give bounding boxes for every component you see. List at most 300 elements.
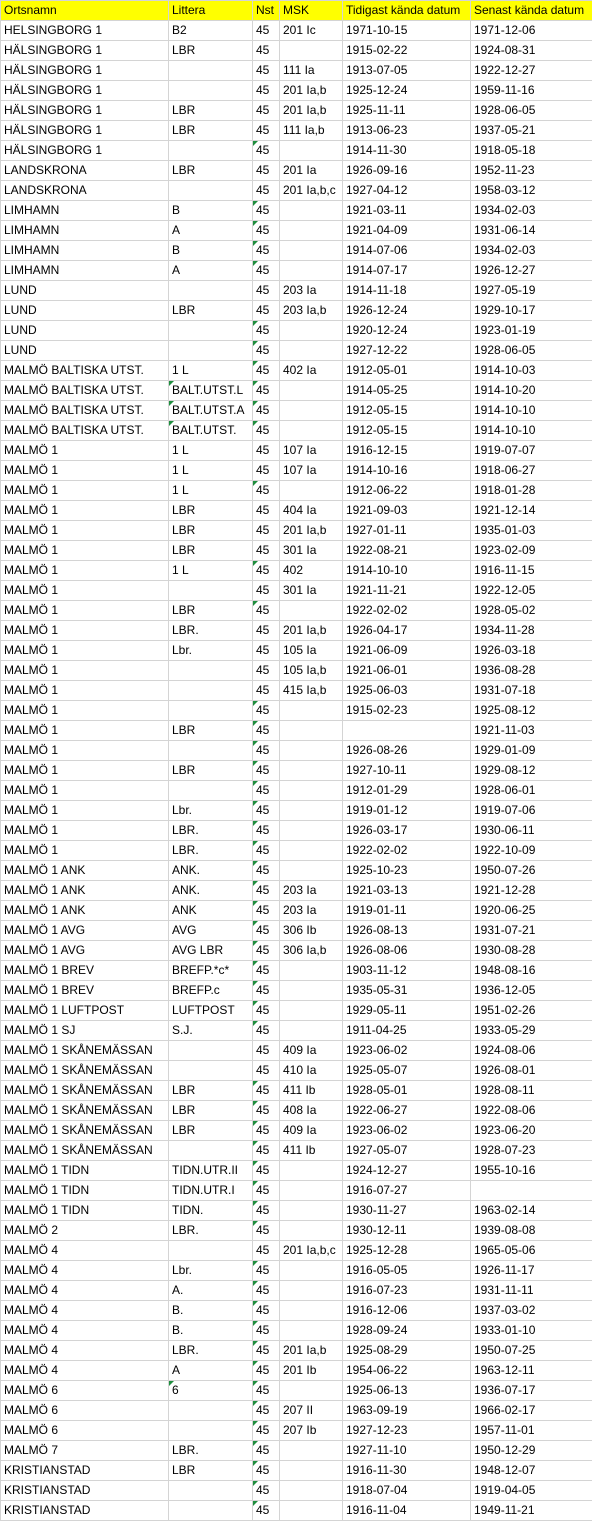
cell-earliest-date[interactable]: 1963-09-19	[343, 1401, 471, 1421]
cell-earliest-date[interactable]: 1927-01-11	[343, 521, 471, 541]
cell-latest-date[interactable]: 1937-05-21	[471, 121, 592, 141]
cell-ortsnamn[interactable]: LUND	[1, 281, 169, 301]
cell-littera[interactable]	[169, 661, 253, 681]
cell-latest-date[interactable]: 1950-12-29	[471, 1441, 592, 1461]
cell-littera[interactable]: BALT.UTST.L	[169, 381, 253, 401]
cell-ortsnamn[interactable]: MALMÖ 1 TIDN	[1, 1201, 169, 1221]
cell-ortsnamn[interactable]: MALMÖ 1	[1, 601, 169, 621]
cell-nst[interactable]: 45	[253, 261, 280, 281]
cell-littera[interactable]	[169, 741, 253, 761]
cell-earliest-date[interactable]: 1914-11-18	[343, 281, 471, 301]
cell-ortsnamn[interactable]: MALMÖ 1 SKÅNEMÄSSAN	[1, 1121, 169, 1141]
cell-msk[interactable]: 201 Ia,b,c	[280, 1241, 343, 1261]
cell-earliest-date[interactable]: 1921-09-03	[343, 501, 471, 521]
cell-ortsnamn[interactable]: LUND	[1, 321, 169, 341]
cell-msk[interactable]: 203 Ia	[280, 281, 343, 301]
cell-littera[interactable]: BALT.UTST.	[169, 421, 253, 441]
cell-ortsnamn[interactable]: MALMÖ 1 AVG	[1, 921, 169, 941]
cell-nst[interactable]: 45	[253, 61, 280, 81]
cell-latest-date[interactable]: 1922-08-06	[471, 1101, 592, 1121]
cell-ortsnamn[interactable]: LIMHAMN	[1, 261, 169, 281]
cell-earliest-date[interactable]: 1925-12-24	[343, 81, 471, 101]
cell-latest-date[interactable]: 1928-08-11	[471, 1081, 592, 1101]
cell-ortsnamn[interactable]: MALMÖ 1	[1, 721, 169, 741]
cell-ortsnamn[interactable]: KRISTIANSTAD	[1, 1461, 169, 1481]
cell-msk[interactable]: 301 Ia	[280, 581, 343, 601]
cell-ortsnamn[interactable]: MALMÖ 1	[1, 561, 169, 581]
cell-latest-date[interactable]: 1959-11-16	[471, 81, 592, 101]
cell-latest-date[interactable]: 1930-06-11	[471, 821, 592, 841]
cell-ortsnamn[interactable]: MALMÖ 4	[1, 1361, 169, 1381]
cell-littera[interactable]	[169, 341, 253, 361]
cell-msk[interactable]	[280, 241, 343, 261]
cell-nst[interactable]: 45	[253, 1081, 280, 1101]
cell-ortsnamn[interactable]: MALMÖ 1	[1, 441, 169, 461]
cell-littera[interactable]: LBR	[169, 41, 253, 61]
cell-earliest-date[interactable]: 1924-12-27	[343, 1161, 471, 1181]
cell-earliest-date[interactable]: 1916-12-15	[343, 441, 471, 461]
cell-earliest-date[interactable]: 1925-05-07	[343, 1061, 471, 1081]
cell-littera[interactable]: 1 L	[169, 481, 253, 501]
cell-msk[interactable]	[280, 1281, 343, 1301]
cell-latest-date[interactable]: 1922-12-27	[471, 61, 592, 81]
cell-littera[interactable]: BREFP.*c*	[169, 961, 253, 981]
cell-nst[interactable]: 45	[253, 281, 280, 301]
cell-nst[interactable]: 45	[253, 1441, 280, 1461]
cell-latest-date[interactable]: 1937-03-02	[471, 1301, 592, 1321]
cell-nst[interactable]: 45	[253, 1481, 280, 1501]
cell-littera[interactable]: LBR.	[169, 1341, 253, 1361]
cell-littera[interactable]	[169, 681, 253, 701]
cell-littera[interactable]: 1 L	[169, 561, 253, 581]
cell-nst[interactable]: 45	[253, 301, 280, 321]
cell-nst[interactable]: 45	[253, 921, 280, 941]
cell-earliest-date[interactable]: 1921-04-09	[343, 221, 471, 241]
cell-ortsnamn[interactable]: HELSINGBORG 1	[1, 21, 169, 41]
cell-nst[interactable]: 45	[253, 1361, 280, 1381]
cell-latest-date[interactable]: 1919-07-06	[471, 801, 592, 821]
cell-nst[interactable]: 45	[253, 1241, 280, 1261]
cell-earliest-date[interactable]: 1930-12-11	[343, 1221, 471, 1241]
cell-earliest-date[interactable]: 1916-07-23	[343, 1281, 471, 1301]
cell-littera[interactable]: LBR	[169, 121, 253, 141]
cell-ortsnamn[interactable]: HÄLSINGBORG 1	[1, 141, 169, 161]
cell-earliest-date[interactable]: 1914-10-10	[343, 561, 471, 581]
cell-msk[interactable]	[280, 1201, 343, 1221]
cell-littera[interactable]: LBR	[169, 601, 253, 621]
cell-ortsnamn[interactable]: KRISTIANSTAD	[1, 1481, 169, 1501]
cell-nst[interactable]: 45	[253, 501, 280, 521]
cell-earliest-date[interactable]: 1927-05-07	[343, 1141, 471, 1161]
cell-latest-date[interactable]: 1919-07-07	[471, 441, 592, 461]
cell-earliest-date[interactable]: 1914-07-17	[343, 261, 471, 281]
cell-littera[interactable]: TIDN.UTR.II	[169, 1161, 253, 1181]
cell-nst[interactable]: 45	[253, 1421, 280, 1441]
cell-littera[interactable]: LBR	[169, 1081, 253, 1101]
cell-msk[interactable]	[280, 341, 343, 361]
cell-earliest-date[interactable]: 1923-06-02	[343, 1121, 471, 1141]
cell-ortsnamn[interactable]: MALMÖ 1 SKÅNEMÄSSAN	[1, 1101, 169, 1121]
cell-ortsnamn[interactable]: MALMÖ 1 SKÅNEMÄSSAN	[1, 1081, 169, 1101]
cell-nst[interactable]: 45	[253, 1461, 280, 1481]
cell-littera[interactable]: LBR.	[169, 821, 253, 841]
cell-littera[interactable]: Lbr.	[169, 1261, 253, 1281]
cell-latest-date[interactable]: 1914-10-10	[471, 421, 592, 441]
cell-ortsnamn[interactable]: MALMÖ 1	[1, 761, 169, 781]
cell-msk[interactable]: 201 Ia,b	[280, 101, 343, 121]
cell-ortsnamn[interactable]: MALMÖ 2	[1, 1221, 169, 1241]
cell-latest-date[interactable]: 1936-07-17	[471, 1381, 592, 1401]
cell-earliest-date[interactable]: 1926-09-16	[343, 161, 471, 181]
cell-littera[interactable]	[169, 321, 253, 341]
cell-ortsnamn[interactable]: LANDSKRONA	[1, 161, 169, 181]
cell-latest-date[interactable]: 1934-02-03	[471, 201, 592, 221]
cell-ortsnamn[interactable]: MALMÖ 1	[1, 461, 169, 481]
cell-nst[interactable]: 45	[253, 781, 280, 801]
cell-littera[interactable]: Lbr.	[169, 641, 253, 661]
cell-msk[interactable]	[280, 1481, 343, 1501]
cell-nst[interactable]: 45	[253, 1001, 280, 1021]
cell-msk[interactable]: 105 Ia	[280, 641, 343, 661]
cell-ortsnamn[interactable]: MALMÖ 1	[1, 781, 169, 801]
cell-latest-date[interactable]: 1957-11-01	[471, 1421, 592, 1441]
cell-earliest-date[interactable]: 1916-07-27	[343, 1181, 471, 1201]
column-header-littera[interactable]: Littera	[169, 1, 253, 21]
cell-latest-date[interactable]: 1914-10-20	[471, 381, 592, 401]
cell-littera[interactable]	[169, 1421, 253, 1441]
cell-latest-date[interactable]: 1950-07-26	[471, 861, 592, 881]
cell-latest-date[interactable]	[471, 1181, 592, 1201]
cell-msk[interactable]: 201 Ib	[280, 1361, 343, 1381]
cell-nst[interactable]: 45	[253, 801, 280, 821]
cell-earliest-date[interactable]: 1920-12-24	[343, 321, 471, 341]
cell-msk[interactable]	[280, 141, 343, 161]
cell-msk[interactable]: 203 Ia	[280, 881, 343, 901]
cell-nst[interactable]: 45	[253, 461, 280, 481]
cell-msk[interactable]	[280, 1321, 343, 1341]
cell-msk[interactable]: 201 Ia	[280, 161, 343, 181]
cell-msk[interactable]: 201 Ic	[280, 21, 343, 41]
cell-earliest-date[interactable]: 1929-05-11	[343, 1001, 471, 1021]
cell-msk[interactable]: 402 Ia	[280, 361, 343, 381]
cell-nst[interactable]: 45	[253, 1121, 280, 1141]
cell-littera[interactable]: A	[169, 1361, 253, 1381]
cell-nst[interactable]: 45	[253, 201, 280, 221]
cell-earliest-date[interactable]: 1926-08-13	[343, 921, 471, 941]
cell-earliest-date[interactable]: 1916-11-04	[343, 1501, 471, 1521]
cell-msk[interactable]	[280, 1461, 343, 1481]
cell-earliest-date[interactable]	[343, 721, 471, 741]
cell-nst[interactable]: 45	[253, 741, 280, 761]
cell-nst[interactable]: 45	[253, 521, 280, 541]
cell-msk[interactable]: 207 Ib	[280, 1421, 343, 1441]
cell-earliest-date[interactable]: 1926-08-06	[343, 941, 471, 961]
cell-msk[interactable]	[280, 601, 343, 621]
cell-ortsnamn[interactable]: MALMÖ 1 SKÅNEMÄSSAN	[1, 1141, 169, 1161]
cell-latest-date[interactable]: 1935-01-03	[471, 521, 592, 541]
cell-latest-date[interactable]: 1928-06-01	[471, 781, 592, 801]
cell-ortsnamn[interactable]: HÄLSINGBORG 1	[1, 101, 169, 121]
cell-littera[interactable]: A.	[169, 1281, 253, 1301]
cell-nst[interactable]: 45	[253, 481, 280, 501]
cell-msk[interactable]	[280, 761, 343, 781]
cell-littera[interactable]: B	[169, 201, 253, 221]
cell-nst[interactable]: 45	[253, 1021, 280, 1041]
cell-littera[interactable]: Lbr.	[169, 801, 253, 821]
cell-littera[interactable]: LBR.	[169, 1221, 253, 1241]
cell-ortsnamn[interactable]: LIMHAMN	[1, 221, 169, 241]
cell-nst[interactable]: 45	[253, 341, 280, 361]
cell-ortsnamn[interactable]: MALMÖ 6	[1, 1381, 169, 1401]
cell-latest-date[interactable]: 1924-08-06	[471, 1041, 592, 1061]
cell-latest-date[interactable]: 1963-12-11	[471, 1361, 592, 1381]
cell-littera[interactable]: LBR	[169, 761, 253, 781]
cell-littera[interactable]: LBR	[169, 501, 253, 521]
cell-littera[interactable]	[169, 581, 253, 601]
cell-ortsnamn[interactable]: MALMÖ 4	[1, 1321, 169, 1341]
cell-msk[interactable]	[280, 841, 343, 861]
cell-msk[interactable]	[280, 1261, 343, 1281]
cell-latest-date[interactable]: 1934-11-28	[471, 621, 592, 641]
cell-msk[interactable]: 415 Ia,b	[280, 681, 343, 701]
cell-msk[interactable]: 409 Ia	[280, 1041, 343, 1061]
column-header-msk[interactable]: MSK	[280, 1, 343, 21]
cell-latest-date[interactable]: 1966-02-17	[471, 1401, 592, 1421]
cell-earliest-date[interactable]: 1903-11-12	[343, 961, 471, 981]
cell-latest-date[interactable]: 1929-01-09	[471, 741, 592, 761]
cell-earliest-date[interactable]: 1912-05-01	[343, 361, 471, 381]
cell-latest-date[interactable]: 1926-08-01	[471, 1061, 592, 1081]
cell-nst[interactable]: 45	[253, 901, 280, 921]
cell-nst[interactable]: 45	[253, 441, 280, 461]
column-header-ortsnamn[interactable]: Ortsnamn	[1, 1, 169, 21]
cell-latest-date[interactable]: 1948-12-07	[471, 1461, 592, 1481]
cell-earliest-date[interactable]: 1912-05-15	[343, 421, 471, 441]
cell-earliest-date[interactable]: 1916-12-06	[343, 1301, 471, 1321]
cell-nst[interactable]: 45	[253, 361, 280, 381]
cell-ortsnamn[interactable]: LANDSKRONA	[1, 181, 169, 201]
cell-littera[interactable]	[169, 141, 253, 161]
cell-latest-date[interactable]: 1965-05-06	[471, 1241, 592, 1261]
cell-nst[interactable]: 45	[253, 701, 280, 721]
column-header-nst[interactable]: Nst	[253, 1, 280, 21]
cell-earliest-date[interactable]: 1921-06-01	[343, 661, 471, 681]
cell-msk[interactable]: 408 Ia	[280, 1101, 343, 1121]
cell-littera[interactable]: LUFTPOST	[169, 1001, 253, 1021]
cell-ortsnamn[interactable]: MALMÖ BALTISKA UTST.	[1, 381, 169, 401]
cell-ortsnamn[interactable]: MALMÖ 1	[1, 581, 169, 601]
cell-latest-date[interactable]: 1951-02-26	[471, 1001, 592, 1021]
cell-earliest-date[interactable]: 1916-11-30	[343, 1461, 471, 1481]
cell-littera[interactable]: LBR	[169, 521, 253, 541]
cell-msk[interactable]: 402	[280, 561, 343, 581]
cell-earliest-date[interactable]: 1927-11-10	[343, 1441, 471, 1461]
cell-ortsnamn[interactable]: MALMÖ BALTISKA UTST.	[1, 401, 169, 421]
cell-earliest-date[interactable]: 1926-04-17	[343, 621, 471, 641]
cell-msk[interactable]	[280, 701, 343, 721]
cell-latest-date[interactable]: 1931-07-18	[471, 681, 592, 701]
cell-earliest-date[interactable]: 1911-04-25	[343, 1021, 471, 1041]
cell-earliest-date[interactable]: 1912-05-15	[343, 401, 471, 421]
cell-nst[interactable]: 45	[253, 1221, 280, 1241]
cell-nst[interactable]: 45	[253, 601, 280, 621]
cell-msk[interactable]: 207 II	[280, 1401, 343, 1421]
cell-nst[interactable]: 45	[253, 1061, 280, 1081]
cell-littera[interactable]: LBR.	[169, 841, 253, 861]
cell-msk[interactable]	[280, 41, 343, 61]
cell-earliest-date[interactable]: 1919-01-12	[343, 801, 471, 821]
cell-msk[interactable]: 111 Ia,b	[280, 121, 343, 141]
cell-latest-date[interactable]: 1928-06-05	[471, 341, 592, 361]
cell-latest-date[interactable]: 1926-12-27	[471, 261, 592, 281]
cell-ortsnamn[interactable]: MALMÖ 1 SJ	[1, 1021, 169, 1041]
cell-ortsnamn[interactable]: HÄLSINGBORG 1	[1, 41, 169, 61]
cell-ortsnamn[interactable]: MALMÖ 1	[1, 681, 169, 701]
cell-latest-date[interactable]: 1914-10-03	[471, 361, 592, 381]
cell-msk[interactable]	[280, 481, 343, 501]
cell-nst[interactable]: 45	[253, 1301, 280, 1321]
cell-msk[interactable]: 201 Ia,b	[280, 1341, 343, 1361]
cell-latest-date[interactable]: 1914-10-10	[471, 401, 592, 421]
cell-nst[interactable]: 45	[253, 961, 280, 981]
cell-ortsnamn[interactable]: MALMÖ 1	[1, 741, 169, 761]
cell-nst[interactable]: 45	[253, 241, 280, 261]
cell-littera[interactable]: 6	[169, 1381, 253, 1401]
cell-littera[interactable]: 1 L	[169, 361, 253, 381]
cell-littera[interactable]	[169, 1481, 253, 1501]
cell-nst[interactable]: 45	[253, 21, 280, 41]
cell-nst[interactable]: 45	[253, 1501, 280, 1521]
cell-nst[interactable]: 45	[253, 1381, 280, 1401]
cell-earliest-date[interactable]: 1922-08-21	[343, 541, 471, 561]
cell-msk[interactable]	[280, 961, 343, 981]
cell-ortsnamn[interactable]: MALMÖ 4	[1, 1241, 169, 1261]
cell-nst[interactable]: 45	[253, 421, 280, 441]
cell-earliest-date[interactable]: 1928-09-24	[343, 1321, 471, 1341]
cell-ortsnamn[interactable]: HÄLSINGBORG 1	[1, 121, 169, 141]
cell-ortsnamn[interactable]: MALMÖ BALTISKA UTST.	[1, 421, 169, 441]
cell-latest-date[interactable]: 1934-02-03	[471, 241, 592, 261]
cell-littera[interactable]: A	[169, 261, 253, 281]
cell-latest-date[interactable]: 1918-06-27	[471, 461, 592, 481]
cell-ortsnamn[interactable]: MALMÖ 1 AVG	[1, 941, 169, 961]
cell-earliest-date[interactable]: 1926-12-24	[343, 301, 471, 321]
cell-latest-date[interactable]: 1958-03-12	[471, 181, 592, 201]
cell-latest-date[interactable]: 1916-11-15	[471, 561, 592, 581]
cell-earliest-date[interactable]: 1930-11-27	[343, 1201, 471, 1221]
cell-latest-date[interactable]: 1928-06-05	[471, 101, 592, 121]
cell-earliest-date[interactable]: 1925-12-28	[343, 1241, 471, 1261]
cell-ortsnamn[interactable]: MALMÖ 1	[1, 801, 169, 821]
cell-msk[interactable]	[280, 401, 343, 421]
cell-earliest-date[interactable]: 1915-02-23	[343, 701, 471, 721]
cell-littera[interactable]: ANK.	[169, 861, 253, 881]
cell-littera[interactable]: A	[169, 221, 253, 241]
cell-msk[interactable]	[280, 1441, 343, 1461]
cell-latest-date[interactable]: 1918-01-28	[471, 481, 592, 501]
cell-latest-date[interactable]: 1939-08-08	[471, 1221, 592, 1241]
cell-latest-date[interactable]: 1921-12-14	[471, 501, 592, 521]
cell-ortsnamn[interactable]: MALMÖ 1 BREV	[1, 961, 169, 981]
cell-ortsnamn[interactable]: MALMÖ 1	[1, 841, 169, 861]
cell-latest-date[interactable]: 1922-10-09	[471, 841, 592, 861]
cell-msk[interactable]	[280, 381, 343, 401]
cell-latest-date[interactable]: 1926-11-17	[471, 1261, 592, 1281]
cell-ortsnamn[interactable]: MALMÖ 1	[1, 661, 169, 681]
cell-msk[interactable]: 411 Ib	[280, 1081, 343, 1101]
cell-ortsnamn[interactable]: MALMÖ 1	[1, 481, 169, 501]
cell-littera[interactable]: LBR	[169, 1101, 253, 1121]
cell-earliest-date[interactable]: 1925-06-03	[343, 681, 471, 701]
cell-earliest-date[interactable]: 1914-05-25	[343, 381, 471, 401]
cell-littera[interactable]: 1 L	[169, 441, 253, 461]
cell-earliest-date[interactable]: 1926-03-17	[343, 821, 471, 841]
cell-ortsnamn[interactable]: LIMHAMN	[1, 201, 169, 221]
cell-earliest-date[interactable]: 1925-10-23	[343, 861, 471, 881]
cell-littera[interactable]	[169, 701, 253, 721]
cell-msk[interactable]: 107 Ia	[280, 441, 343, 461]
cell-latest-date[interactable]: 1952-11-23	[471, 161, 592, 181]
cell-msk[interactable]: 203 Ia,b	[280, 301, 343, 321]
cell-latest-date[interactable]: 1925-08-12	[471, 701, 592, 721]
cell-littera[interactable]: LBR.	[169, 1441, 253, 1461]
cell-latest-date[interactable]: 1931-11-11	[471, 1281, 592, 1301]
cell-littera[interactable]: S.J.	[169, 1021, 253, 1041]
cell-nst[interactable]: 45	[253, 181, 280, 201]
cell-msk[interactable]: 306 Ib	[280, 921, 343, 941]
cell-msk[interactable]	[280, 321, 343, 341]
cell-earliest-date[interactable]: 1921-03-13	[343, 881, 471, 901]
cell-earliest-date[interactable]: 1921-11-21	[343, 581, 471, 601]
cell-msk[interactable]	[280, 1021, 343, 1041]
cell-nst[interactable]: 45	[253, 721, 280, 741]
cell-msk[interactable]	[280, 721, 343, 741]
cell-littera[interactable]	[169, 281, 253, 301]
cell-ortsnamn[interactable]: MALMÖ 1 LUFTPOST	[1, 1001, 169, 1021]
cell-nst[interactable]: 45	[253, 541, 280, 561]
cell-ortsnamn[interactable]: MALMÖ 6	[1, 1421, 169, 1441]
cell-littera[interactable]: BALT.UTST.A	[169, 401, 253, 421]
cell-earliest-date[interactable]: 1923-06-02	[343, 1041, 471, 1061]
cell-earliest-date[interactable]: 1926-08-26	[343, 741, 471, 761]
cell-msk[interactable]	[280, 781, 343, 801]
cell-earliest-date[interactable]: 1927-12-22	[343, 341, 471, 361]
cell-nst[interactable]: 45	[253, 1181, 280, 1201]
cell-msk[interactable]	[280, 1381, 343, 1401]
cell-littera[interactable]: LBR	[169, 1121, 253, 1141]
cell-msk[interactable]	[280, 741, 343, 761]
cell-earliest-date[interactable]: 1935-05-31	[343, 981, 471, 1001]
cell-littera[interactable]: TIDN.	[169, 1201, 253, 1221]
cell-nst[interactable]: 45	[253, 141, 280, 161]
cell-littera[interactable]	[169, 1041, 253, 1061]
cell-latest-date[interactable]: 1918-05-18	[471, 141, 592, 161]
cell-earliest-date[interactable]: 1921-03-11	[343, 201, 471, 221]
cell-nst[interactable]: 45	[253, 841, 280, 861]
cell-msk[interactable]: 201 Ia,b	[280, 81, 343, 101]
cell-msk[interactable]	[280, 421, 343, 441]
cell-littera[interactable]: AVG	[169, 921, 253, 941]
cell-ortsnamn[interactable]: MALMÖ 4	[1, 1281, 169, 1301]
cell-msk[interactable]	[280, 1161, 343, 1181]
cell-ortsnamn[interactable]: KRISTIANSTAD	[1, 1501, 169, 1521]
cell-earliest-date[interactable]: 1914-07-06	[343, 241, 471, 261]
cell-ortsnamn[interactable]: MALMÖ 1 SKÅNEMÄSSAN	[1, 1061, 169, 1081]
cell-earliest-date[interactable]: 1913-06-23	[343, 121, 471, 141]
cell-littera[interactable]: LBR	[169, 1461, 253, 1481]
cell-nst[interactable]: 45	[253, 1141, 280, 1161]
cell-latest-date[interactable]: 1923-01-19	[471, 321, 592, 341]
